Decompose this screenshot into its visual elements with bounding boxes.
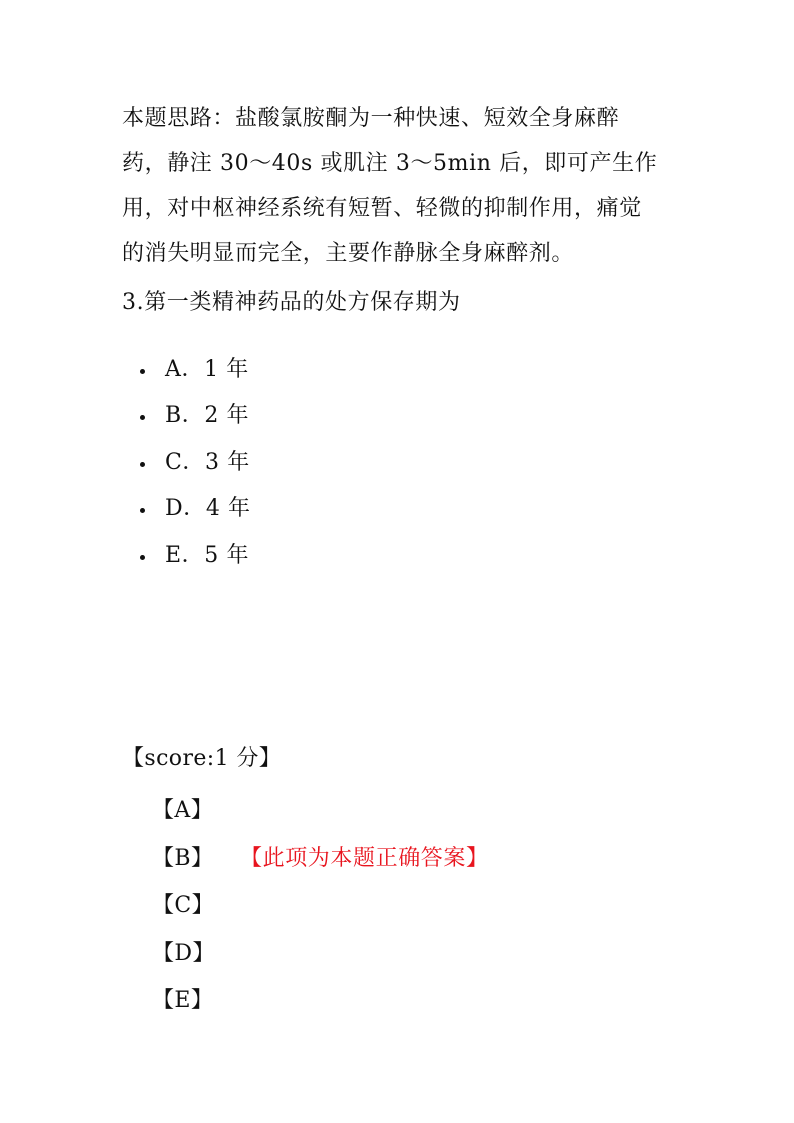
option-c <box>140 437 251 484</box>
option-a-label: A．1 年 <box>165 356 249 382</box>
option-a <box>140 344 251 391</box>
option-list <box>140 344 251 577</box>
answer-letter-e: 【E】 <box>152 988 214 1014</box>
bullet-icon <box>140 415 145 420</box>
explanation-line-2: 药，静注 30～40s 或肌注 3～5min 后，即可产生作 <box>122 151 658 176</box>
answer-letter-d: 【D】 <box>152 940 215 966</box>
explanation-paragraph <box>122 96 677 276</box>
answer-letter-c: 【C】 <box>152 893 215 919</box>
explanation-line-3: 用，对中枢神经系统有短暂、轻微的抑制作用，痛觉 <box>122 196 642 221</box>
correct-answer-mark: 【此项为本题正确答案】 <box>240 845 489 871</box>
explanation-line-4: 的消失明显而完全，主要作静脉全身麻醉剂。 <box>122 241 575 266</box>
answer-row-d <box>152 928 489 976</box>
answer-row-b <box>152 833 489 881</box>
bullet-icon <box>140 369 145 374</box>
option-d-label: D．4 年 <box>165 496 251 522</box>
answer-list <box>152 785 489 1023</box>
score-label: 【score:1 分】 <box>122 746 282 771</box>
option-d <box>140 484 251 531</box>
answer-letter-b: 【B】 <box>152 845 214 871</box>
bullet-icon <box>140 462 145 467</box>
answer-row-e <box>152 975 489 1023</box>
bullet-icon <box>140 508 145 513</box>
option-b <box>140 391 251 438</box>
option-e-label: E．5 年 <box>165 542 250 568</box>
question-text: 3.第一类精神药品的处方保存期为 <box>122 290 461 315</box>
answer-row-a <box>152 785 489 833</box>
option-b-label: B．2 年 <box>165 403 250 429</box>
bullet-icon <box>140 555 145 560</box>
option-e <box>140 530 251 577</box>
option-c-label: C．3 年 <box>165 449 250 475</box>
explanation-line-1: 本题思路：盐酸氯胺酮为一种快速、短效全身麻醉 <box>122 106 620 131</box>
answer-row-c <box>152 880 489 928</box>
answer-letter-a: 【A】 <box>152 798 214 824</box>
